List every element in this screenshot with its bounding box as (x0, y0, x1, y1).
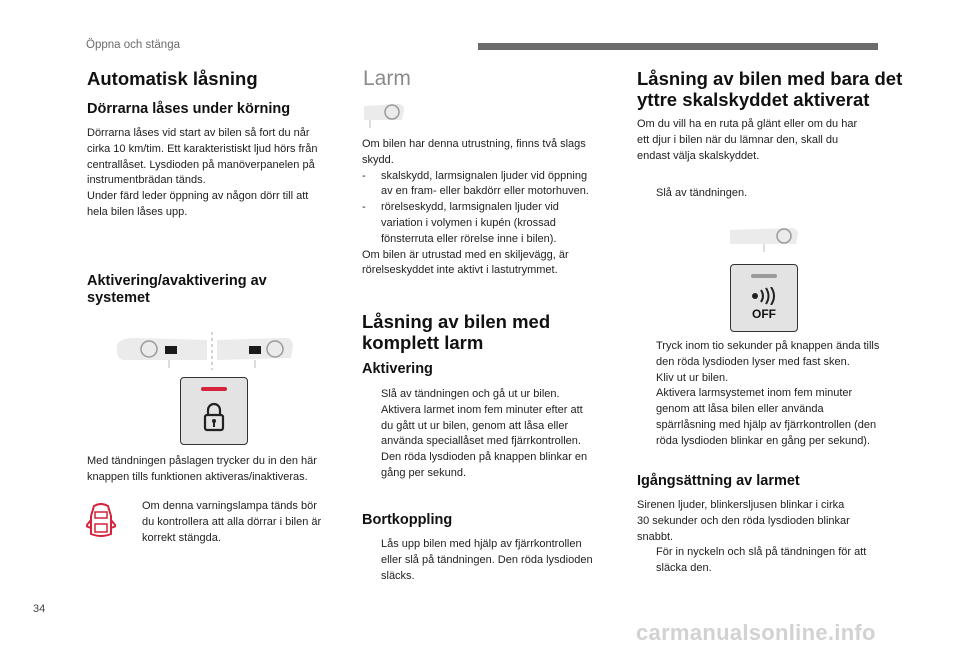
doors-locked-driving-heading: Dörrarna låses under körning (87, 101, 291, 117)
doors-locked-paragraph: Dörrarna låses vid start av bilen så fort du når cirka 10 km/tim. Ett karakteristiskt ljud hörs från centrallåset. Lysdioden på manöverpanelen på instrumentbrädan tänds. Under färd leder öppning av någon dörr till att hela bilen låses upp. (87, 127, 318, 218)
list-item: Slå av tändningen och gå ut ur bilen. (381, 388, 560, 400)
list-item: Aktivera larmet inom fem minuter efter att du gått ut ur bilen, genom att låsa eller använda speciallåset med fjärrkontrollen. Den röda lysdioden på knappen blinkar en gång per sekund. (381, 403, 588, 479)
lock-button-instruction: Med tändningen påslagen trycker du in den här knappen tills funktionen aktiveras/inaktiveras. (87, 455, 317, 483)
central-lock-button (180, 377, 248, 445)
alarm-triggering-text: Sirenen ljuder, blinkersljusen blinkar i cirka 30 sekunder och den röda lysdioden blinkar snabbt. För in nyckeln och slå på tändningen för att släcka den. (637, 498, 899, 577)
disconnection-heading: Bortkoppling (362, 512, 453, 528)
perimeter-only-steps (637, 339, 899, 450)
perimeter-protection-item: - skalskydd, larmsignalen ljuder vid öppning av en fram- eller bakdörr eller motorhuven. (362, 169, 589, 198)
dashboard-stalk-icon (362, 100, 406, 130)
off-label: OFF (752, 307, 776, 321)
list-item: Slå av tändningen. (656, 187, 748, 199)
section-title: Öppna och stänga (86, 39, 180, 51)
warning-lamp-text: Om denna varningslampa tänds bör du kontrollera att alla dörrar i bilen är korrekt stängda. (142, 500, 322, 544)
dashboard-illustration (115, 330, 295, 372)
dashboard-stalk-icon (728, 224, 800, 254)
alarm-off-button (730, 264, 798, 332)
activation-heading: Aktivering (362, 361, 433, 377)
alarm-title: Larm (363, 67, 411, 90)
list-item: Kliv ut ur bilen. (656, 371, 729, 384)
led-indicator (751, 274, 777, 278)
disconnection-steps (362, 537, 624, 584)
door-open-warning-icon (86, 502, 116, 542)
list-item: För in nyckeln och slå på tändningen för att släcka den. (656, 546, 867, 575)
watermark: carmanualsonline.info (636, 620, 876, 645)
alarm-intro: Om bilen har denna utrustning, finns två slags skydd. - skalskydd, larmsignalen ljuder vid öppning av en fram- eller bakdörr eller motorhuven. - rörelseskydd, larmsignalen ljuder vid variation i volymen i kupén (krossad fönsterruta eller rörelse inne i bilen). Om bilen är utrustad med en skiljevägg, är rörelseskyddet inte aktivt i lastutrymmet. (362, 137, 622, 279)
perimeter-only-locking-title: Låsning av bilen med bara det yttre skalskyddet aktiverat (637, 68, 903, 110)
ignition-off-step (637, 186, 899, 202)
full-alarm-locking-title: Låsning av bilen med komplett larm (362, 311, 551, 353)
page-number: 34 (33, 603, 46, 615)
red-led-indicator (201, 387, 227, 391)
motion-sensor-icon (749, 287, 779, 305)
motion-protection-item: - rörelseskydd, larmsignalen ljuder vid variation i volymen i kupén (krossad fönsterruta eller rörelse inne i bilen). (362, 201, 559, 245)
alarm-triggering-heading: Igångsättning av larmet (637, 473, 800, 489)
activation-steps (362, 387, 624, 482)
list-item: Tryck inom tio sekunder på knappen ända tills den röda lysdioden lyser med fast sken. (656, 340, 880, 368)
list-item: Lås upp bilen med hjälp av fjärrkontrollen eller slå på tändningen. Den röda lysdioden släcks. (381, 538, 593, 582)
list-item: Aktivera larmsystemet inom fem minuter genom att låsa bilen eller använda spärrlåsning med hjälp av fjärrkontrollen (den röda lysdioden blinkar en gång per sekund). (656, 387, 877, 447)
padlock-icon (203, 402, 225, 432)
header-rule (478, 43, 878, 50)
perimeter-only-intro: Om du vill ha en ruta på glänt eller om du har ett djur i bilen när du lämnar den, skall du endast välja skalskyddet. (637, 118, 858, 162)
activation-system-heading: Aktivering/avaktivering av systemet (87, 273, 267, 306)
automatic-locking-title: Automatisk låsning (87, 68, 258, 89)
